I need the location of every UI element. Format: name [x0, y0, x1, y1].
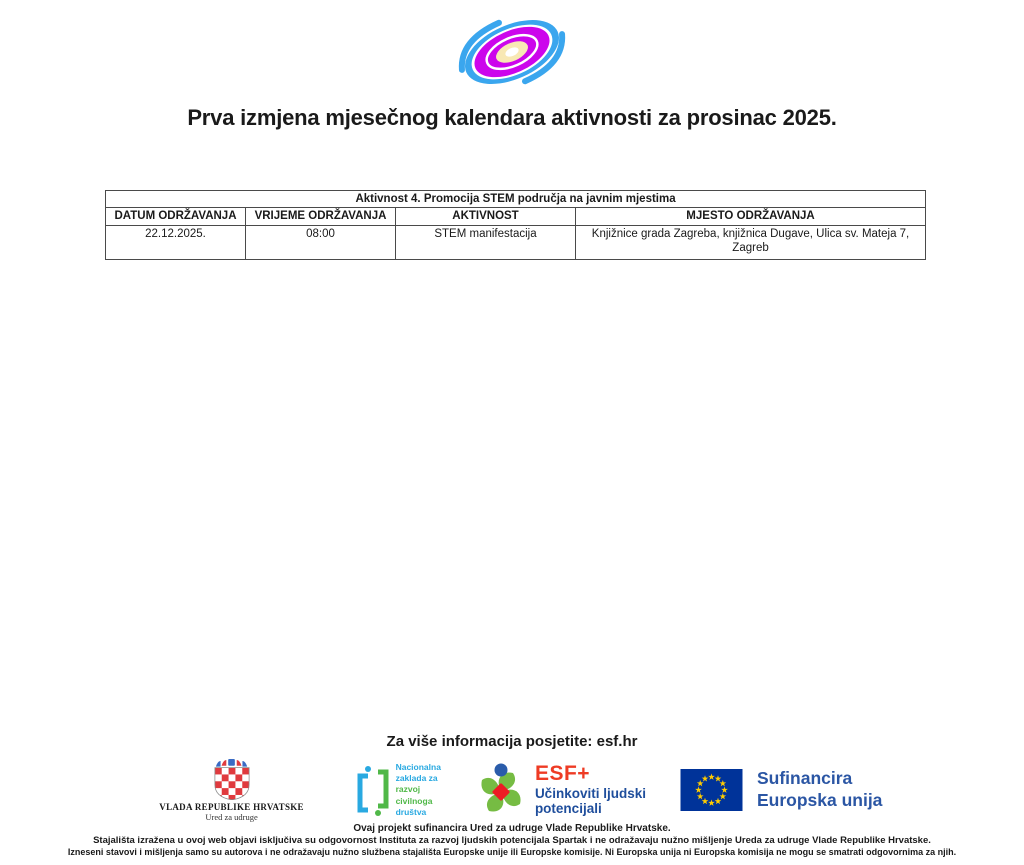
disclaimer-line-3: Izneseni stavovi i mišljenja samo su autorova i ne odražavaju nužno službena stajališta Europske unije ili Europske komisije. Ni Europska unija ni Europska komisija ne mogu se smatrati odgovornima za njih. [67, 847, 957, 857]
eu-flag-icon [680, 769, 743, 811]
nzrcd-logo [356, 762, 441, 817]
esf-logo [475, 762, 646, 818]
cell-vrijeme: 08:00 [246, 225, 396, 259]
table-caption: Aktivnost 4. Promocija STEM područja na javnim mjestima [106, 191, 926, 208]
col-header-vrijeme: VRIJEME ODRŽAVANJA [246, 208, 396, 225]
nzrcd-line: civilnoga [395, 795, 433, 806]
activity-table [105, 190, 926, 260]
cell-mjesto: Knjižnice grada Zagreba, knjižnica Dugave, Ulica sv. Mateja 7, Zagreb [576, 225, 926, 259]
col-header-datum: DATUM ODRŽAVANJA [106, 208, 246, 225]
table-caption-row [106, 191, 926, 208]
col-header-aktivnost: AKTIVNOST [396, 208, 576, 225]
galaxy-logo [0, 10, 1024, 94]
footer [0, 733, 1024, 857]
esf-subtitle-2: potencijali [534, 801, 602, 817]
coat-of-arms-icon [213, 758, 251, 800]
galaxy-icon [447, 10, 577, 94]
disclaimers [0, 823, 1024, 857]
eu-logo [680, 768, 882, 812]
logos-row [0, 759, 1024, 821]
nzrcd-line: zaklada za [395, 773, 438, 784]
gov-subtitle: Ured za udruge [205, 812, 258, 822]
gov-title: VLADA REPUBLIKE HRVATSKE [159, 802, 304, 812]
disclaimer-line-1: Ovaj projekt sufinancira Ured za udruge Vlade Republike Hrvatske. [353, 823, 671, 834]
esf-title: ESF+ [534, 762, 591, 786]
disclaimer-line-2: Stajališta izražena u ovoj web objavi isključiva su odgovornost Instituta za razvoj ljudskih potencijala Spartak i ne odražavaju nužno mišljenje Ureda za udruge Vlade Republike Hrvatske. [93, 835, 931, 846]
nzrcd-line: razvoj [395, 784, 421, 795]
col-header-mjesto: MJESTO ODRŽAVANJA [576, 208, 926, 225]
esf-flower-icon [475, 762, 527, 818]
gov-logo [142, 758, 322, 822]
cell-datum: 22.12.2025. [106, 225, 246, 259]
eu-text [757, 768, 882, 812]
eu-line-1: Sufinancira [756, 768, 853, 789]
table-header-row [106, 208, 926, 225]
table-row [106, 225, 926, 259]
nzrcd-line: Nacionalna [395, 762, 441, 773]
page-title: Prva izmjena mjesečnog kalendara aktivnosti za prosinac 2025. [187, 105, 837, 130]
eu-line-2: Europska unija [756, 790, 883, 810]
nzrcd-text [396, 762, 441, 817]
footer-info: Za više informacija posjetite: esf.hr [386, 733, 638, 750]
brackets-icon [356, 764, 390, 816]
esf-text [535, 763, 646, 816]
cell-aktivnost: STEM manifestacija [396, 225, 576, 259]
nzrcd-line: društva [395, 806, 427, 817]
esf-subtitle-1: Učinkoviti ljudski [534, 785, 646, 801]
